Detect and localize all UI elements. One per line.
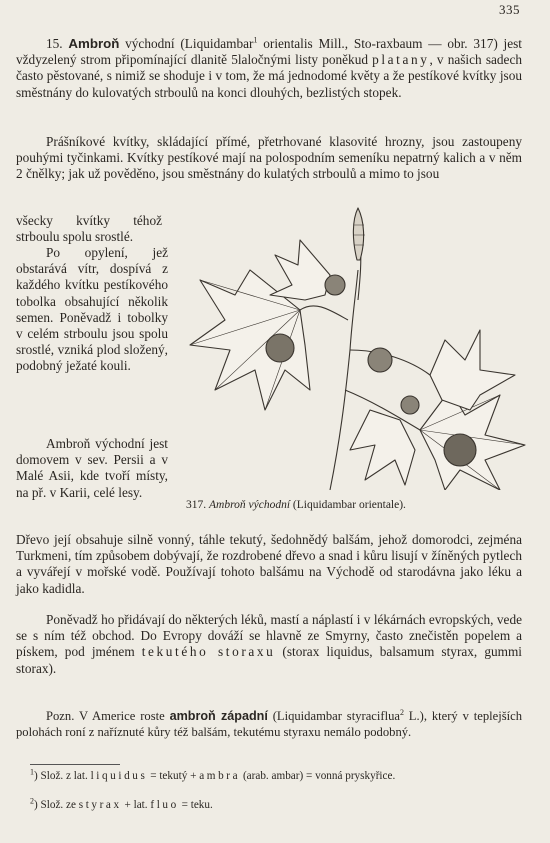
footnote-text: Slož. ze [37, 799, 79, 811]
entry-text: orientalis Mill., [257, 36, 354, 51]
entry-text: Sto- [353, 36, 376, 51]
entry-paragraph [16, 36, 522, 101]
entry-headword: Ambroň [68, 36, 120, 51]
footnote-text: = tekutý + [147, 770, 200, 782]
footnote-ref: 1 [253, 35, 258, 45]
entry-number: 15. [46, 36, 63, 51]
note-headword: ambroň západní [169, 709, 268, 723]
paragraph-flowers-cont: všecky kvítky téhož strboulu spolu srostlé. [16, 213, 162, 245]
spaced-term: fluo [150, 799, 179, 811]
footnote-marker: 1 [30, 767, 34, 777]
spaced-term: ambra [199, 770, 241, 782]
figure-caption [186, 498, 526, 512]
trade-text: (storax liquidus, balsamum styrax, gummi storax). [16, 644, 522, 676]
trade-text: Poněvadž ho přidávají do některých léků, mastí a náplastí i v lékárnách evropských, vede se s ním též obchod. Do Evropy dováží se hlavně ze Smyrny, často znečistěn popelem a pískem, pod jménem [16, 612, 522, 660]
caption-title: Ambroň východní [209, 499, 291, 511]
footnote-divider [30, 764, 120, 765]
footnote-2: $^2$) Slož. ze styrax + lat. fluo = teku. [30, 796, 213, 811]
paragraph-pollination: Po opylení, jež obstarává vítr, dospívá z každého kvítku pestíkového tobolka obsahující několik semen. Poněvadž i tobolky v celém strboulu jsou spolu srostlé, vzniká plod složený, podobný ježaté kouli. [16, 245, 168, 374]
botanical-illustration [180, 200, 530, 490]
footnote-text: (arab. ambar) = vonná pryskyřice. [240, 770, 396, 782]
note-text: (Liquidambar styraciflua [267, 709, 400, 723]
note-text: Pozn. V Americe roste [46, 709, 170, 723]
footnote-marker: 2 [30, 796, 34, 806]
spaced-term: styrax [78, 799, 122, 811]
paragraph-note [16, 708, 522, 740]
spaced-term: tekutého storaxu [141, 644, 276, 660]
paragraph-trade [16, 612, 522, 677]
paragraph-wood: Dřevo její obsahuje silně vonný, táhle tekutý, šedohnědý balšám, jehož domorodci, zejména Turkmeni, tím způsobem dobývají, že rozdrobené dřevo a snad i kůru lisují v žíněných pytlech a vyvářejí v mořské vodě. Používají tohoto balšámu na Východě od starodávna jako léku a jako kadidla. [16, 532, 522, 596]
footnote-ref: 2 [399, 707, 404, 717]
footnote-text: = teku. [178, 799, 213, 811]
footnote-text: Slož. z lat. [37, 770, 91, 782]
entry-text: , v našich sadech často pěstované, s nimiž se shoduje i v tom, že má jednodomé květy a že pestíkové kvítky jsou směstnány do kulovatých strboulů na konci dlouhých, bezlistých stopek. [16, 52, 522, 100]
paragraph-habitat: Ambroň východní jest domovem v sev. Persii a v Malé Asii, kde tvoří místy, na př. v Karii, celé lesy. [16, 436, 168, 500]
footnote-1: $^1$) Slož. z lat. liquidus = tekutý + ambra (arab. ambar) = vonná pryskyřice. [30, 767, 396, 782]
liquidambar-drawing [180, 200, 530, 490]
spaced-term: platany [372, 52, 430, 68]
caption-latin: (Liquidambar orientale). [292, 499, 406, 511]
caption-number: 317. [186, 499, 207, 511]
page-number: 335 [499, 2, 520, 17]
paragraph-flowers: Prášníkové kvítky, skládající přímé, přetrhované klasovité hrozny, jsou zastoupeny pouhými tyčinkami. Kvítky pestíkové mají na polospodním semeníku nepatrný kalich a v něm 2 čnělky; jak už pověděno, jsou směstnány do kulatých strboulů a mimo to jsou [16, 134, 522, 182]
footnote-text: + lat. [121, 799, 151, 811]
entry-text: východní (Liquidambar [119, 36, 254, 51]
spaced-term: liquidus [90, 770, 148, 782]
entry-text: raxbaum — obr. 317) jest vždyzelený strom připomínající dlanitě 5laločnými listy poněkud [16, 36, 522, 68]
note-text: L.), který v teplejších polohách roní z naříznuté kůry též balšám, tekutému styraxu nemálo podobný. [16, 709, 523, 740]
